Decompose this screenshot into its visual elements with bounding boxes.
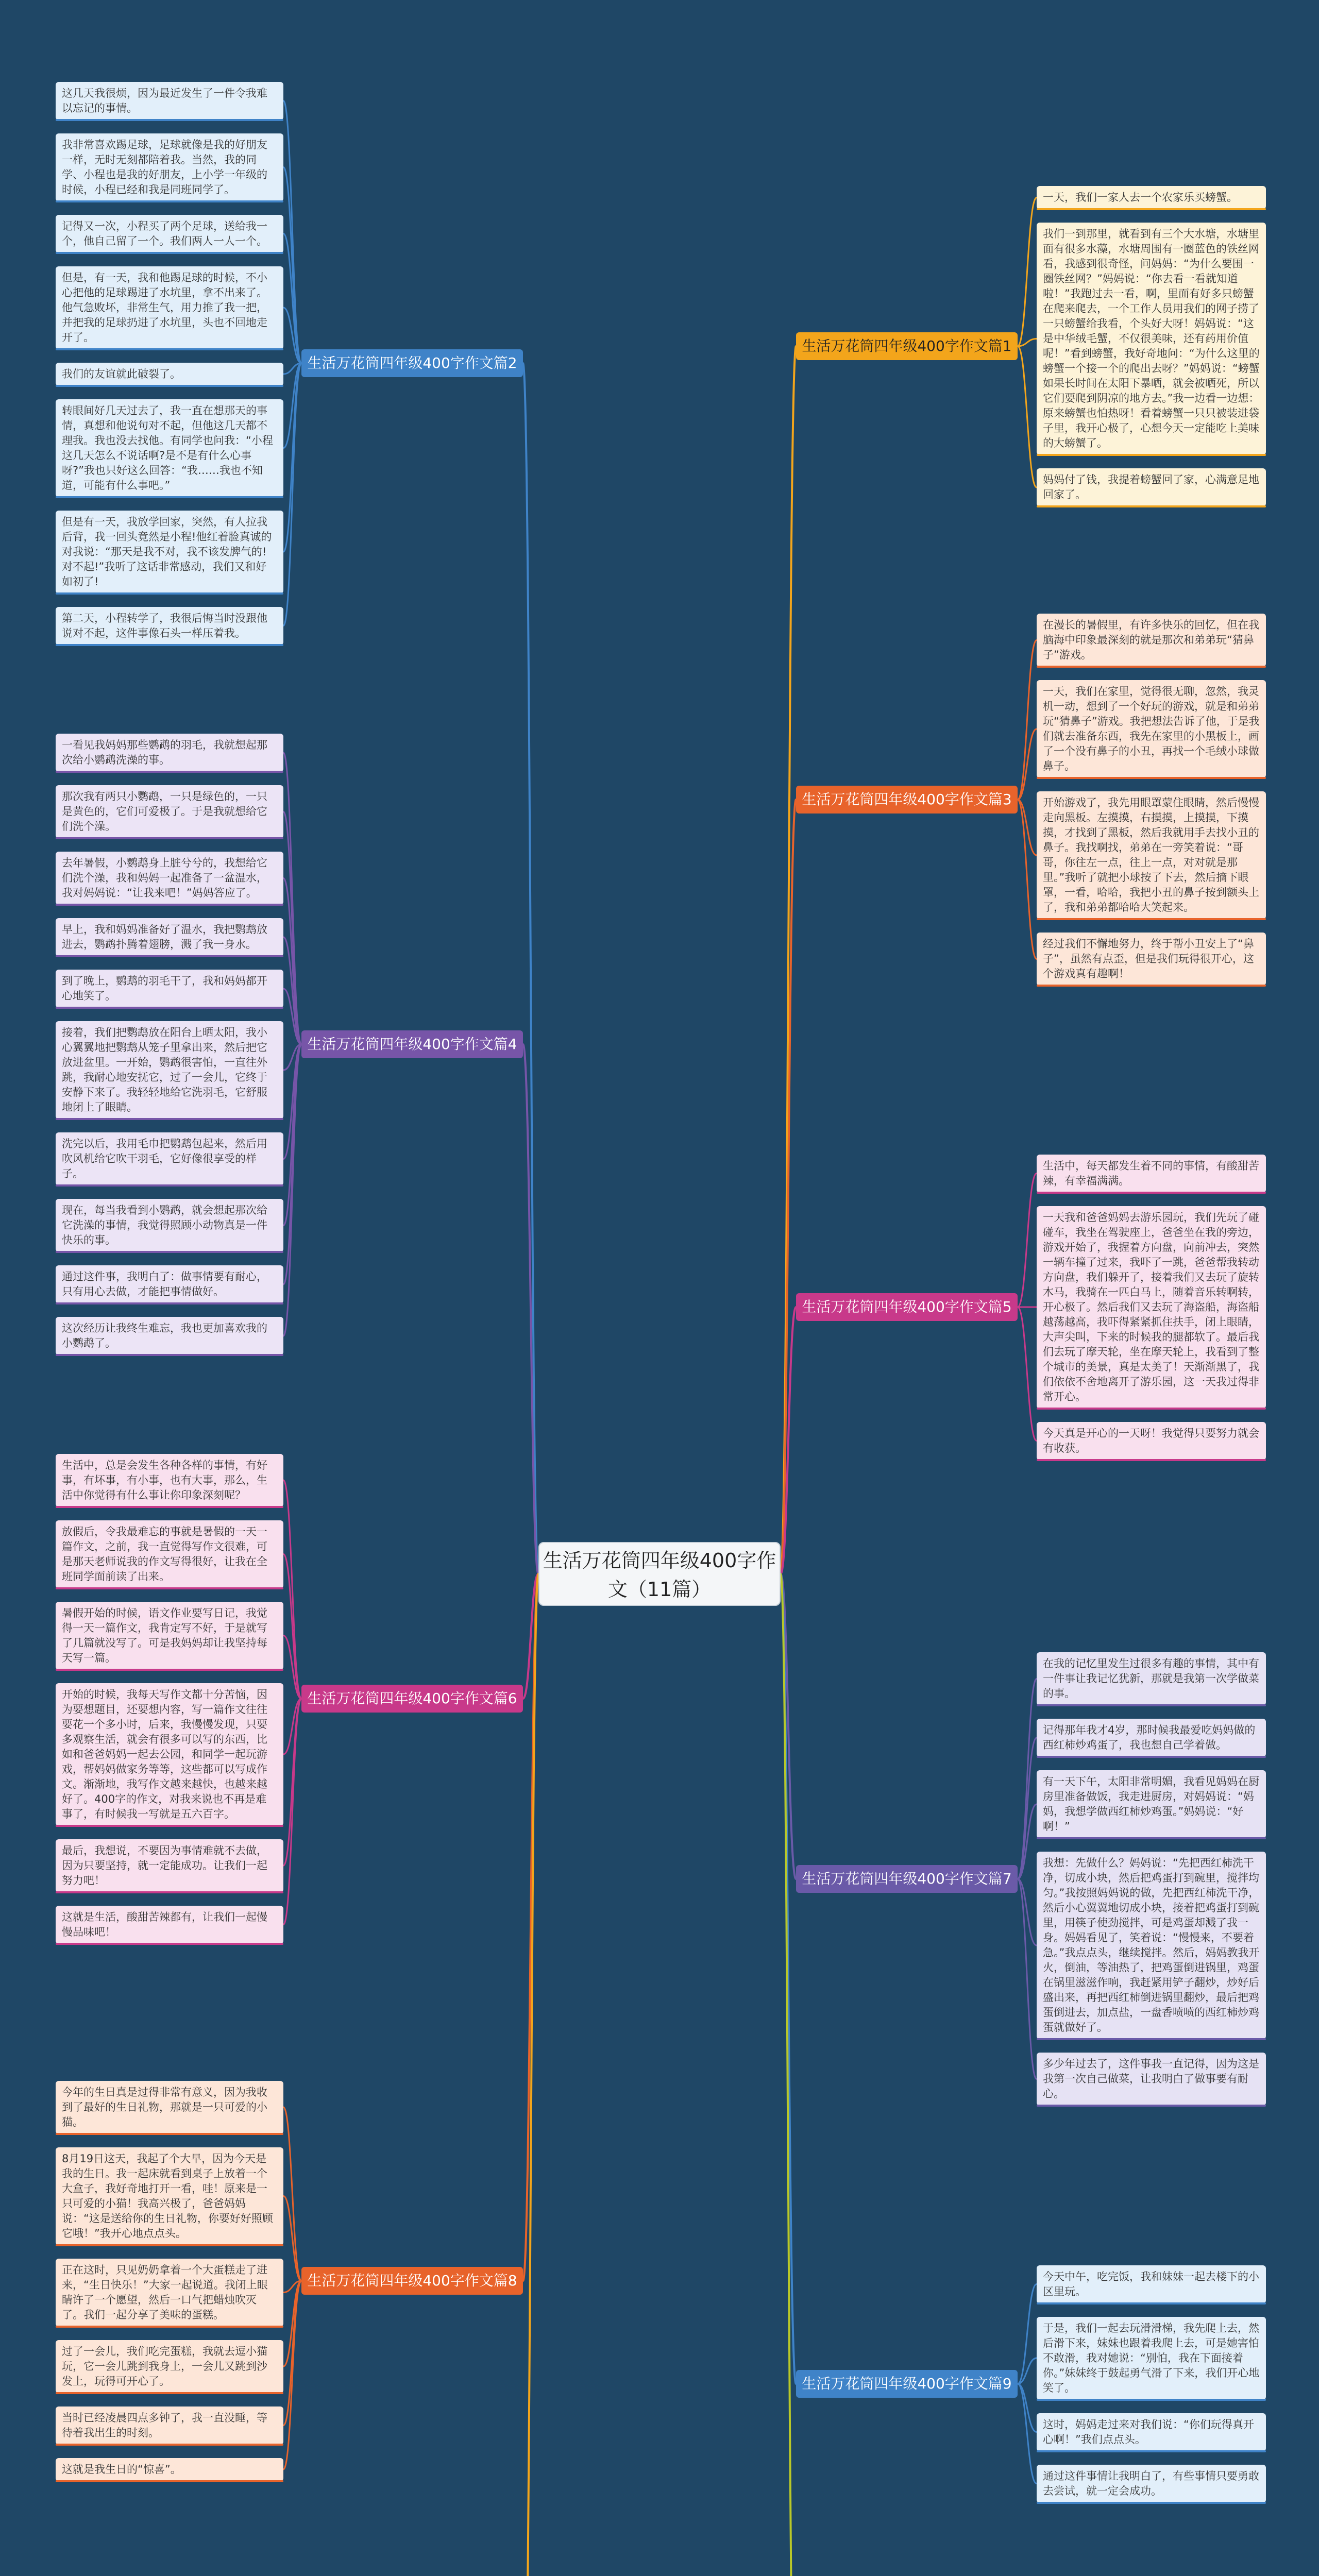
leaf-node[interactable]: 生活中，每天都发生着不同的事情，有酸甜苦辣，有幸福满满。: [1037, 1155, 1266, 1193]
leaf-node[interactable]: 今天真是开心的一天呀！我觉得只要努力就会有收获。: [1037, 1422, 1266, 1460]
leaf-node[interactable]: 这就是我生日的“惊喜”。: [56, 2458, 283, 2481]
branch-2[interactable]: 生活万花筒四年级400字作文篇2: [301, 349, 523, 377]
leaf-underline: [56, 1587, 283, 1589]
leaf-underline: [1037, 2038, 1266, 2040]
branch-4[interactable]: 生活万花筒四年级400字作文篇4: [301, 1030, 523, 1058]
leaf-node[interactable]: 这就是生活，酸甜苦辣都有，让我们一起慢慢品味吧！: [56, 1906, 283, 1944]
leaf-link: [1018, 1307, 1037, 1441]
leaf-node[interactable]: 当时已经凌晨四点多钟了，我一直没睡，等待着我出生的时刻。: [56, 2406, 283, 2445]
leaf-link: [283, 1044, 301, 1336]
leaf-node[interactable]: 洗完以后，我用毛巾把鹦鹉包起来，然后用吹风机给它吹干羽毛，它好像很享受的样子。: [56, 1132, 283, 1185]
leaf-link: [1018, 346, 1037, 487]
leaf-node[interactable]: 有一天下午，太阳非常明媚，我看见妈妈在厨房里准备做饭，我走进厨房，对妈妈说：“妈妈，我想学做西红柿炒鸡蛋。”妈妈说：“好啊！”: [1037, 1770, 1266, 1838]
leaf-underline: [56, 1184, 283, 1187]
leaf-node[interactable]: 最后，我想说，不要因为事情难就不去做，因为只要坚持，就一定能成功。让我们一起努力吧！: [56, 1839, 283, 1892]
leaf-link: [283, 101, 301, 364]
leaf-node[interactable]: 妈妈付了钱，我提着螃蟹回了家，心满意足地回家了。: [1037, 468, 1266, 506]
leaf-underline: [56, 1891, 283, 1893]
leaf-underline: [1037, 1459, 1266, 1461]
leaf-node[interactable]: 8月19日这天，我起了个大早，因为今天是我的生日。我一起床就看到桌子上放着一个大盒子，我好奇地打开一看，哇！原来是一只可爱的小猫！我高兴极了，爸爸妈妈说：“这是送给你的生日礼物，你要好好照顾它哦！”我开心地点点头。: [56, 2147, 283, 2245]
leaf-node[interactable]: 在我的记忆里发生过很多有趣的事情，其中有一件事让我记忆犹新，那就是我第一次学做菜的事。: [1037, 1652, 1266, 1705]
leaf-node[interactable]: 一天，我们一家人去一个农家乐买螃蟹。: [1037, 186, 1266, 209]
leaf-underline: [1037, 2450, 1266, 2452]
leaf-underline: [56, 348, 283, 350]
leaf-underline: [1037, 1756, 1266, 1758]
leaf-underline: [56, 2444, 283, 2446]
leaf-link: [283, 363, 301, 552]
leaf-link: [1018, 2384, 1037, 2432]
leaf-node[interactable]: 到了晚上，鹦鹉的羽毛干了，我和妈妈都开心地笑了。: [56, 970, 283, 1008]
leaf-underline: [56, 1007, 283, 1009]
branch-9[interactable]: 生活万花筒四年级400字作文篇9: [796, 2370, 1018, 2398]
leaf-link: [283, 1699, 301, 1925]
leaf-node[interactable]: 开始的时候，我每天写作文都十分苦恼，因为要想题目，还要想内容，写一篇作文往往要花一个多小时，后来，我慢慢发现，只要多观察生活，就会有很多可以写的东西，比如和爸爸妈妈一起去公园，和同学一起玩游戏，帮妈妈做家务等等，这些都可以写成作文。渐渐地，我写作文越来越快，也越来越好了。400字的作文，对我来说也不再是难事了，有时候我一写就是五六百字。: [56, 1683, 283, 1826]
leaf-underline: [1037, 454, 1266, 456]
leaf-underline: [56, 904, 283, 906]
leaf-underline: [56, 1251, 283, 1253]
branch-8[interactable]: 生活万花筒四年级400字作文篇8: [301, 2267, 523, 2295]
leaf-underline: [56, 2326, 283, 2328]
leaf-link: [283, 753, 301, 1044]
leaf-node[interactable]: 我想：先做什么？妈妈说：“先把西红柿洗干净，切成小块，然后把鸡蛋打到碗里，搅拌均匀。”我按照妈妈说的做，先把西红柿洗干净，然后小心翼翼地切成小块，接着把鸡蛋打到碗里，用筷子使劲搅拌，可是鸡蛋却溅了我一身。妈妈看见了，笑着说：“慢慢来，不要着急。”我点点头，继续搅拌。然后，妈妈教我开火，倒油，等油热了，把鸡蛋倒进锅里，鸡蛋在锅里滋滋作响，我赶紧用铲子翻炒，炒好后盛出来，再把西红柿倒进锅里翻炒，最后把鸡蛋倒进去，加点盐，一盘香喷喷的西红柿炒鸡蛋就做好了。: [1037, 1852, 1266, 2039]
root-link-2: [523, 363, 538, 1574]
leaf-node[interactable]: 多少年过去了，这件事我一直记得，因为这是我第一次自己做菜，让我明白了做事要有耐心。: [1037, 2053, 1266, 2106]
leaf-node[interactable]: 这时，妈妈走过来对我们说：“你们玩得真开心啊！”我们点点头。: [1037, 2413, 1266, 2451]
leaf-link: [283, 2107, 301, 2281]
leaf-underline: [1037, 1837, 1266, 1839]
leaf-node[interactable]: 我非常喜欢踢足球，足球就像是我的好朋友一样，无时无刻都陪着我。当然，我的同学、小程也是我的好朋友，上小学一年级的时候，小程已经和我是同班同学了。: [56, 133, 283, 201]
leaf-underline: [1037, 505, 1266, 507]
leaf-link: [283, 2281, 301, 2426]
leaf-link: [1018, 198, 1037, 347]
leaf-link: [1018, 1174, 1037, 1308]
leaf-node[interactable]: 接着，我们把鹦鹉放在阳台上晒太阳，我小心翼翼地把鹦鹉从笼子里拿出来，然后把它放进盆里。一开始，鹦鹉很害怕，一直往外跳，我耐心地安抚它，过了一会儿，它终于安静下来了。我轻轻地给它洗羽毛，它舒服地闭上了眼睛。: [56, 1021, 283, 1119]
leaf-underline: [56, 1669, 283, 1671]
leaf-underline: [1037, 1408, 1266, 1410]
leaf-underline: [56, 2244, 283, 2246]
leaf-underline: [56, 837, 283, 839]
leaf-node[interactable]: 第二天，小程转学了，我很后悔当时没跟他说对不起，这件事像石头一样压着我。: [56, 607, 283, 645]
leaf-underline: [56, 1302, 283, 1304]
leaf-node[interactable]: 一天我和爸爸妈妈去游乐园玩，我们先玩了碰碰车，我坐在驾驶座上，爸爸坐在我的旁边，游戏开始了，我握着方向盘，向前冲去，突然一辆车撞了过来，我吓了一跳，爸爸帮我转动方向盘，我们躲开了，接着我们又去玩了旋转木马，我骑在一匹白马上，随着音乐转啊转，开心极了。然后我们又去玩了海盗船，海盗船越荡越高，我吓得紧紧抓住扶手，闭上眼睛，大声尖叫，下来的时候我的腿都软了。最后我们去玩了摩天轮，坐在摩天轮上，我看到了整个城市的美景，真是太美了！天渐渐黑了，我们依依不舍地离开了游乐园，这一天我过得非常开心。: [1037, 1206, 1266, 1409]
leaf-node[interactable]: 通过这件事，我明白了：做事情要有耐心，只有用心去做，才能把事情做好。: [56, 1265, 283, 1303]
leaf-underline: [1037, 2502, 1266, 2504]
leaf-node[interactable]: 于是，我们一起去玩滑滑梯，我先爬上去，然后滑下来，妹妹也跟着我爬上去，可是她害怕不敢滑，我对她说：“别怕，我在下面接着你。”妹妹终于鼓起勇气滑了下来，我们开心地笑了。: [1037, 2317, 1266, 2400]
leaf-node[interactable]: 早上，我和妈妈准备好了温水，我把鹦鹉放进去，鹦鹉扑腾着翅膀，溅了我一身水。: [56, 918, 283, 956]
leaf-underline: [1037, 1704, 1266, 1706]
leaf-node[interactable]: 放假后，令我最难忘的事就是暑假的一天一篇作文，之前，我一直觉得写作文很难，可是那天老师说我的作文写得很好，让我在全班同学面前读了出来。: [56, 1520, 283, 1588]
leaf-underline: [56, 200, 283, 202]
leaf-underline: [1037, 918, 1266, 920]
leaf-node[interactable]: 我们的友谊就此破裂了。: [56, 363, 283, 386]
leaf-link: [283, 812, 301, 1045]
branch-3[interactable]: 生活万花筒四年级400字作文篇3: [796, 786, 1018, 814]
leaf-underline: [56, 1506, 283, 1508]
leaf-underline: [1037, 2302, 1266, 2304]
leaf-underline: [56, 771, 283, 773]
root-topic[interactable]: [538, 1542, 781, 1606]
leaf-underline: [1037, 666, 1266, 668]
leaf-underline: [56, 592, 283, 595]
leaf-underline: [56, 1354, 283, 1356]
leaf-node[interactable]: 现在，每当我看到小鹦鹉，就会想起那次给它洗澡的事情，我觉得照顾小动物真是一件快乐的事。: [56, 1199, 283, 1252]
root-link-1: [781, 346, 796, 1574]
leaf-node[interactable]: 开始游戏了，我先用眼罩蒙住眼睛，然后慢慢走向黑板。左摸摸，右摸摸，上摸摸，下摸摸，才找到了黑板，然后我就用手去找小丑的鼻子。我找啊找，弟弟在一旁笑着说：“哥哥，你往左一点，往上一点，对对就是那里。”我听了就把小球按了下去，然后摘下眼罩，一看，哈哈，我把小丑的鼻子按到额头上了，我和弟弟都哈哈大笑起来。: [1037, 791, 1266, 919]
branch-5[interactable]: 生活万花筒四年级400字作文篇5: [796, 1293, 1018, 1321]
leaf-node[interactable]: 生活中，总是会发生各种各样的事情，有好事，有坏事，有小事，也有大事，那么，生活中你觉得有什么事让你印象深刻呢？: [56, 1454, 283, 1507]
leaf-node[interactable]: 通过这件事情让我明白了，有些事情只要勇敢去尝试，就一定会成功。: [1037, 2465, 1266, 2503]
leaf-node[interactable]: 转眼间好几天过去了，我一直在想那天的事情，真想和他说句对不起，但他这几天都不理我。我也没去找他。有同学也问我：“小程这几天怎么不说话啊?是不是有什么心事呀?”我也只好这么回答：“我……我也不知道，可能有什么事吧。”: [56, 399, 283, 497]
leaf-underline: [56, 2392, 283, 2394]
leaf-underline: [56, 1825, 283, 1827]
branch-7[interactable]: 生活万花筒四年级400字作文篇7: [796, 1865, 1018, 1893]
leaf-underline: [56, 496, 283, 498]
root-link-10: [523, 1574, 538, 2576]
leaf-underline: [1037, 2105, 1266, 2107]
leaf-underline: [1037, 1192, 1266, 1194]
leaf-node[interactable]: 一看见我妈妈那些鹦鹉的羽毛，我就想起那次给小鹦鹉洗澡的事。: [56, 734, 283, 772]
branch-1[interactable]: 生活万花筒四年级400字作文篇1: [796, 332, 1018, 360]
leaf-link: [1018, 2384, 1037, 2484]
leaf-underline: [1037, 985, 1266, 987]
leaf-underline: [56, 2480, 283, 2482]
root-title: 生活万花筒四年级400字作文（11篇）: [543, 1549, 776, 1601]
leaf-link: [283, 2281, 301, 2469]
leaf-node[interactable]: 这次经历让我终生难忘，我也更加喜欢我的小鹦鹉了。: [56, 1317, 283, 1355]
leaf-node[interactable]: 我们一到那里，就看到有三个大水塘，水塘里面有很多水藻，水塘周围有一圈蓝色的铁丝网看，我感到很奇怪，问妈妈：“为什么要围一圈铁丝网？”妈妈说：“你去看一看就知道啦！”我跑过去一看，啊，里面有好多只螃蟹在爬来爬去，一个工作人员用我们的网子捞了一只螃蟹给我看，个头好大呀！妈妈说：“这是中华绒毛蟹，不仅很美味，还有药用价值呢！”看到螃蟹，我好奇地问：“为什么这里的螃蟹一个接一个的爬出去呀？”妈妈说：“螃蟹如果长时间在太阳下暴晒，就会被晒死，所以它们要爬到阴凉的地方去。”我一边看一边想：原来螃蟹也怕热呀！看着螃蟹一只只被装进袋子里，我开心极了，心想今天一定能吃上美味的大螃蟹了。: [1037, 223, 1266, 455]
leaf-node[interactable]: 经过我们不懈地努力，终于帮小丑安上了“鼻子”，虽然有点歪，但是我们玩得很开心，这个游戏真有趣啊！: [1037, 933, 1266, 986]
leaf-node[interactable]: 但是，有一天，我和他踢足球的时候，不小心把他的足球踢进了水坑里，拿不出来了。他气急败坏，非常生气，用力推了我一把，并把我的足球扔进了水坑里，头也不回地走开了。: [56, 266, 283, 349]
leaf-underline: [56, 252, 283, 254]
leaf-underline: [56, 955, 283, 957]
leaf-node[interactable]: 在漫长的暑假里，有许多快乐的回忆，但在我脑海中印象最深刻的就是那次和弟弟玩“猜鼻子”游戏。: [1037, 614, 1266, 667]
leaf-underline: [56, 1943, 283, 1945]
leaf-node[interactable]: 一天，我们在家里，觉得很无聊，忽然，我灵机一动，想到了一个好玩的游戏，就是和弟弟玩“猜鼻子”游戏。我把想法告诉了他，于是我们就去准备东西，我先在家里的小黑板上，画了一个没有鼻子的小丑，再找一个毛绒小球做鼻子。: [1037, 680, 1266, 778]
leaf-underline: [56, 2133, 283, 2135]
leaf-underline: [56, 644, 283, 646]
leaf-node[interactable]: 暑假开始的时候，语文作业要写日记，我觉得一天一篇作文，我肯定写不好，于是就写了几篇就没写了。可是我妈妈却让我坚持每天写一篇。: [56, 1602, 283, 1670]
leaf-link: [1018, 1679, 1037, 1879]
leaf-node[interactable]: 今天中午，吃完饭，我和妹妹一起去楼下的小区里玩。: [1037, 2265, 1266, 2303]
leaf-underline: [1037, 2399, 1266, 2401]
leaf-underline: [56, 385, 283, 387]
leaf-underline: [56, 1118, 283, 1120]
leaf-link: [283, 2196, 301, 2281]
leaf-link: [1018, 729, 1037, 800]
leaf-node[interactable]: 记得那年我才4岁，那时候我最爱吃妈妈做的西红柿炒鸡蛋了，我也想自己学着做。: [1037, 1719, 1266, 1757]
leaf-node[interactable]: 这几天我很烦，因为最近发生了一件令我难以忘记的事情。: [56, 82, 283, 120]
leaf-link: [283, 1044, 301, 1284]
leaf-node[interactable]: 正在这时，只见奶奶拿着一个大蛋糕走了进来，“生日快乐！”大家一起说道。我闭上眼睛许了一个愿望，然后一口气把蜡烛吹灭了。我们一起分享了美味的蛋糕。: [56, 2259, 283, 2327]
leaf-node[interactable]: 过了一会儿，我们吃完蛋糕，我就去逗小猫玩，它一会儿跳到我身上，一会儿又跳到沙发上，玩得可开心了。: [56, 2340, 283, 2393]
leaf-node[interactable]: 那次我有两只小鹦鹉，一只是绿色的，一只是黄色的，它们可爱极了。于是我就想给它们洗个澡。: [56, 785, 283, 838]
leaf-node[interactable]: 但是有一天，我放学回家，突然，有人拉我后背，我一回头竟然是小程!他红着脸真诚的对我说：“那天是我不对，我不该发脾气的!对不起!”我听了这话非常感动，我们又和好如初了!: [56, 511, 283, 594]
leaf-node[interactable]: 记得又一次，小程买了两个足球，送给我一个，他自己留了一个。我们两人一人一个。: [56, 215, 283, 253]
leaf-underline: [1037, 208, 1266, 210]
leaf-node[interactable]: 去年暑假，小鹦鹉身上脏兮兮的，我想给它们洗个澡，我和妈妈一起准备了一盆温水，我对妈妈说：“让我来吧！”妈妈答应了。: [56, 852, 283, 905]
leaf-node[interactable]: 今年的生日真是过得非常有意义，因为我收到了最好的生日礼物，那就是一只可爱的小猫。: [56, 2081, 283, 2134]
leaf-link: [1018, 640, 1037, 800]
leaf-underline: [56, 119, 283, 121]
branch-6[interactable]: 生活万花筒四年级400字作文篇6: [301, 1685, 523, 1713]
leaf-underline: [1037, 777, 1266, 779]
